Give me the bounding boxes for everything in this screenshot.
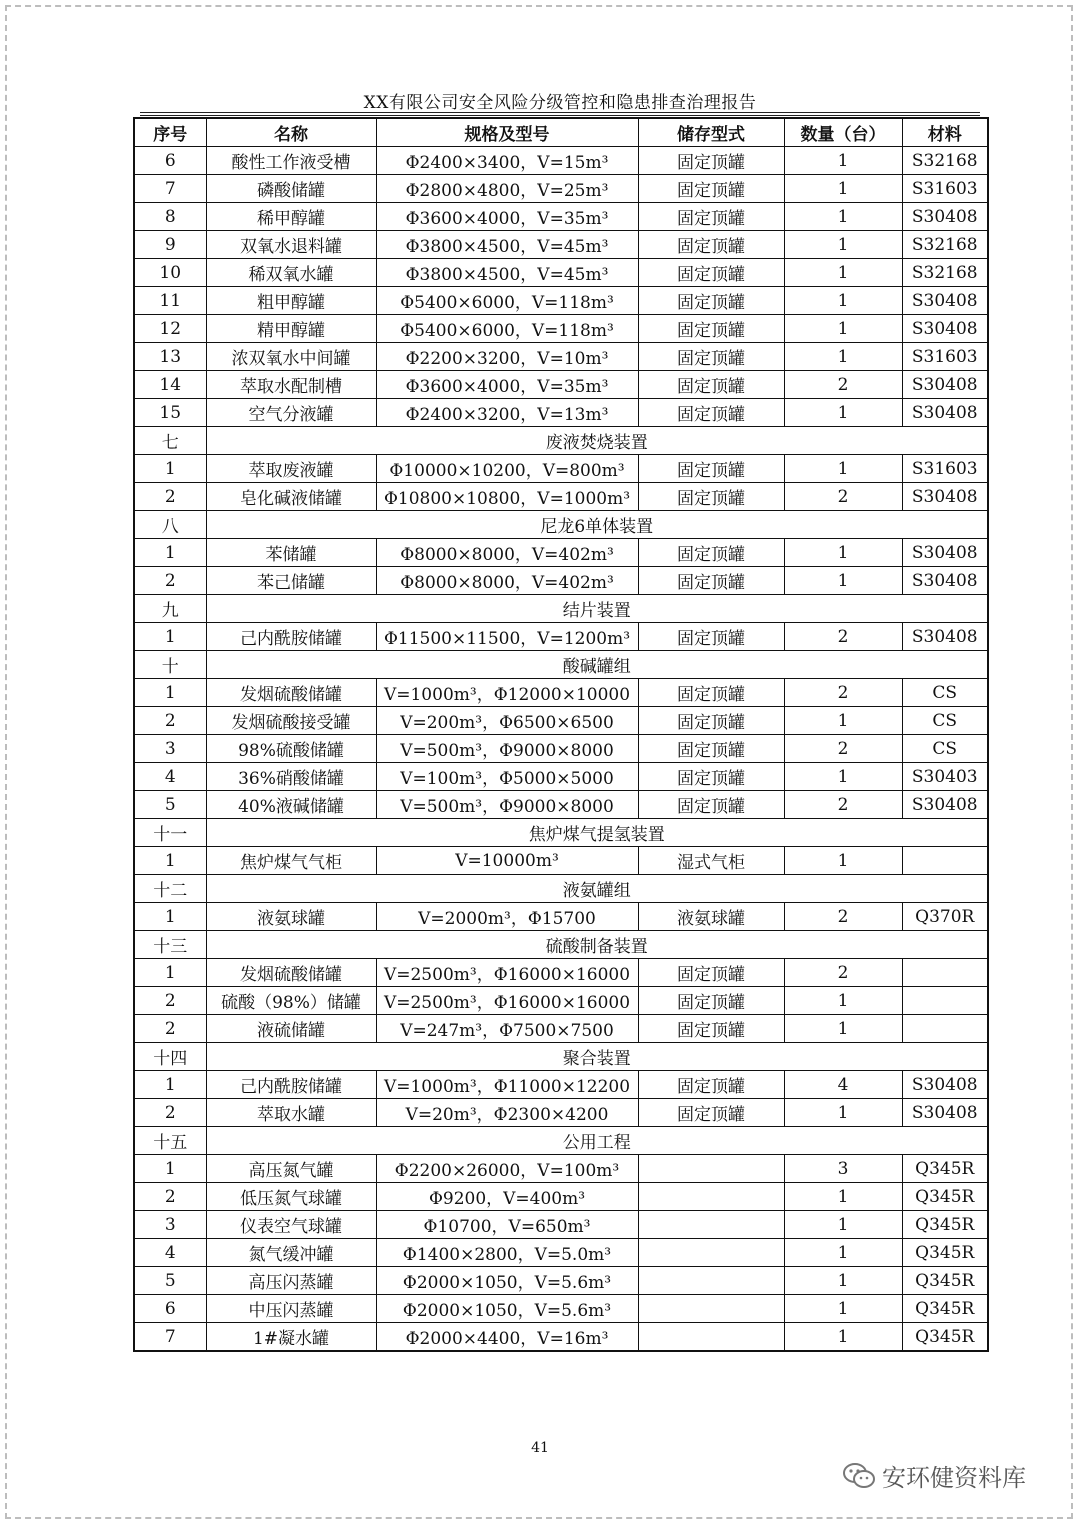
cell-material — [902, 987, 988, 1015]
table-row — [134, 1267, 988, 1295]
storage-tank-table — [133, 117, 989, 1352]
cell-index: 3 — [134, 1211, 206, 1239]
cell-spec: V=20m³，Φ2300×4200 — [376, 1099, 638, 1127]
cell-material: S30408 — [902, 1099, 988, 1127]
cell-name: 苯己储罐 — [206, 567, 376, 595]
cell-spec: Φ2200×3200，V=10m³ — [376, 343, 638, 371]
cell-spec: Φ2200×26000，V=100m³ — [376, 1155, 638, 1183]
table-header-row — [134, 118, 988, 147]
cell-storage-type: 湿式气柜 — [638, 847, 784, 875]
cell-name: 硫酸（98%）储罐 — [206, 987, 376, 1015]
column-header-storage-type: 储存型式 — [638, 118, 784, 147]
group-number: 十五 — [134, 1127, 206, 1155]
cell-storage-type — [638, 1155, 784, 1183]
cell-quantity: 1 — [784, 1099, 902, 1127]
cell-quantity: 2 — [784, 959, 902, 987]
cell-index: 1 — [134, 1155, 206, 1183]
table-row — [134, 707, 988, 735]
table-row — [134, 455, 988, 483]
group-number: 八 — [134, 511, 206, 539]
group-title: 硫酸制备装置 — [206, 931, 988, 959]
cell-storage-type: 固定顶罐 — [638, 203, 784, 231]
cell-storage-type: 固定顶罐 — [638, 1015, 784, 1043]
cell-index: 7 — [134, 175, 206, 203]
cell-spec: V=500m³，Φ9000×8000 — [376, 791, 638, 819]
cell-quantity: 2 — [784, 791, 902, 819]
cell-material: S32168 — [902, 231, 988, 259]
cell-spec: Φ10700，V=650m³ — [376, 1211, 638, 1239]
cell-spec: Φ2000×4400，V=16m³ — [376, 1323, 638, 1352]
table-row — [134, 1099, 988, 1127]
document-header: XX有限公司安全风险分级管控和隐患排查治理报告 — [363, 93, 757, 113]
cell-material: S30408 — [902, 567, 988, 595]
cell-storage-type: 固定顶罐 — [638, 315, 784, 343]
cell-material: CS — [902, 735, 988, 763]
cell-spec: V=1000m³，Φ11000×12200 — [376, 1071, 638, 1099]
table-row — [134, 1295, 988, 1323]
cell-quantity: 1 — [784, 175, 902, 203]
cell-quantity: 1 — [784, 987, 902, 1015]
cell-name: 酸性工作液受槽 — [206, 147, 376, 175]
cell-name: 磷酸储罐 — [206, 175, 376, 203]
cell-quantity: 1 — [784, 567, 902, 595]
cell-quantity: 1 — [784, 1211, 902, 1239]
cell-spec: Φ11500×11500，V=1200m³ — [376, 623, 638, 651]
cell-storage-type: 固定顶罐 — [638, 455, 784, 483]
cell-index: 2 — [134, 1099, 206, 1127]
group-number: 十四 — [134, 1043, 206, 1071]
watermark-text: 安环健资料库 — [882, 1464, 1026, 1492]
table-row — [134, 679, 988, 707]
cell-storage-type — [638, 1295, 784, 1323]
group-header-row — [134, 1043, 988, 1071]
cell-index: 1 — [134, 1071, 206, 1099]
cell-quantity: 1 — [784, 287, 902, 315]
cell-storage-type: 固定顶罐 — [638, 147, 784, 175]
cell-quantity: 2 — [784, 371, 902, 399]
column-header-material: 材料 — [902, 118, 988, 147]
cell-quantity: 2 — [784, 623, 902, 651]
cell-name: 36%硝酸储罐 — [206, 763, 376, 791]
cell-name: 浓双氧水中间罐 — [206, 343, 376, 371]
cell-spec: Φ10800×10800，V=1000m³ — [376, 483, 638, 511]
table-row — [134, 315, 988, 343]
cell-index: 11 — [134, 287, 206, 315]
cell-spec: Φ2400×3400，V=15m³ — [376, 147, 638, 175]
group-number: 十三 — [134, 931, 206, 959]
cell-storage-type: 液氨球罐 — [638, 903, 784, 931]
cell-material: CS — [902, 679, 988, 707]
cell-index: 4 — [134, 763, 206, 791]
cell-name: 高压闪蒸罐 — [206, 1267, 376, 1295]
cell-quantity: 1 — [784, 147, 902, 175]
cell-storage-type: 固定顶罐 — [638, 231, 784, 259]
table-row — [134, 371, 988, 399]
cell-index: 14 — [134, 371, 206, 399]
cell-name: 萃取水罐 — [206, 1099, 376, 1127]
cell-quantity: 1 — [784, 539, 902, 567]
cell-name: 仪表空气球罐 — [206, 1211, 376, 1239]
cell-name: 粗甲醇罐 — [206, 287, 376, 315]
table-row — [134, 147, 988, 175]
column-header-name: 名称 — [206, 118, 376, 147]
table-row — [134, 231, 988, 259]
cell-index: 15 — [134, 399, 206, 427]
cell-quantity: 1 — [784, 455, 902, 483]
group-title: 结片装置 — [206, 595, 988, 623]
cell-index: 6 — [134, 147, 206, 175]
cell-storage-type — [638, 1267, 784, 1295]
table-row — [134, 735, 988, 763]
cell-name: 萃取水配制槽 — [206, 371, 376, 399]
cell-quantity: 1 — [784, 1267, 902, 1295]
cell-quantity: 4 — [784, 1071, 902, 1099]
column-header-index: 序号 — [134, 118, 206, 147]
cell-storage-type — [638, 1183, 784, 1211]
cell-index: 4 — [134, 1239, 206, 1267]
table-body — [134, 147, 988, 1352]
cell-quantity: 1 — [784, 1295, 902, 1323]
table-row — [134, 763, 988, 791]
group-title: 酸碱罐组 — [206, 651, 988, 679]
group-title: 尼龙6单体装置 — [206, 511, 988, 539]
cell-storage-type: 固定顶罐 — [638, 483, 784, 511]
cell-material — [902, 847, 988, 875]
cell-spec: Φ8000×8000，V=402m³ — [376, 567, 638, 595]
cell-name: 双氧水退料罐 — [206, 231, 376, 259]
cell-index: 1 — [134, 959, 206, 987]
cell-quantity: 1 — [784, 231, 902, 259]
cell-index: 6 — [134, 1295, 206, 1323]
cell-index: 1 — [134, 679, 206, 707]
cell-spec: V=500m³，Φ9000×8000 — [376, 735, 638, 763]
table-row — [134, 567, 988, 595]
group-header-row — [134, 651, 988, 679]
cell-storage-type: 固定顶罐 — [638, 987, 784, 1015]
cell-storage-type — [638, 1239, 784, 1267]
cell-storage-type: 固定顶罐 — [638, 567, 784, 595]
cell-quantity: 2 — [784, 483, 902, 511]
cell-spec: Φ10000×10200，V=800m³ — [376, 455, 638, 483]
cell-quantity: 1 — [784, 343, 902, 371]
cell-index: 2 — [134, 483, 206, 511]
cell-storage-type: 固定顶罐 — [638, 791, 784, 819]
table-row — [134, 847, 988, 875]
group-title: 废液焚烧装置 — [206, 427, 988, 455]
cell-spec: Φ3800×4500，V=45m³ — [376, 231, 638, 259]
cell-quantity: 2 — [784, 735, 902, 763]
cell-index: 2 — [134, 1183, 206, 1211]
group-header-row — [134, 875, 988, 903]
cell-spec: Φ2000×1050，V=5.6m³ — [376, 1295, 638, 1323]
wechat-icon — [842, 1462, 876, 1490]
cell-index: 5 — [134, 791, 206, 819]
cell-index: 13 — [134, 343, 206, 371]
cell-name: 稀甲醇罐 — [206, 203, 376, 231]
cell-index: 1 — [134, 455, 206, 483]
cell-index: 2 — [134, 987, 206, 1015]
group-header-row — [134, 819, 988, 847]
cell-material: S30408 — [902, 203, 988, 231]
cell-name: 发烟硫酸接受罐 — [206, 707, 376, 735]
cell-material: S31603 — [902, 455, 988, 483]
cell-material — [902, 959, 988, 987]
table-row — [134, 1239, 988, 1267]
cell-storage-type — [638, 1211, 784, 1239]
cell-quantity: 1 — [784, 1015, 902, 1043]
cell-quantity: 1 — [784, 1239, 902, 1267]
cell-material: S30408 — [902, 483, 988, 511]
cell-storage-type: 固定顶罐 — [638, 343, 784, 371]
cell-material: CS — [902, 707, 988, 735]
cell-name: 萃取废液罐 — [206, 455, 376, 483]
cell-material: Q345R — [902, 1239, 988, 1267]
cell-index: 1 — [134, 623, 206, 651]
cell-material — [902, 1015, 988, 1043]
cell-spec: Φ2400×3200，V=13m³ — [376, 399, 638, 427]
table-row — [134, 399, 988, 427]
header-rule — [140, 112, 980, 113]
cell-index: 2 — [134, 1015, 206, 1043]
cell-storage-type: 固定顶罐 — [638, 1099, 784, 1127]
cell-name: 空气分液罐 — [206, 399, 376, 427]
cell-material: Q345R — [902, 1183, 988, 1211]
cell-storage-type: 固定顶罐 — [638, 959, 784, 987]
cell-name: 己内酰胺储罐 — [206, 1071, 376, 1099]
cell-spec: V=2500m³，Φ16000×16000 — [376, 987, 638, 1015]
cell-quantity: 1 — [784, 259, 902, 287]
cell-material: S30408 — [902, 623, 988, 651]
table-row — [134, 623, 988, 651]
cell-material: S32168 — [902, 259, 988, 287]
cell-spec: V=2500m³，Φ16000×16000 — [376, 959, 638, 987]
group-number: 十一 — [134, 819, 206, 847]
header-rule — [140, 115, 980, 116]
cell-index: 12 — [134, 315, 206, 343]
cell-name: 1#凝水罐 — [206, 1323, 376, 1352]
cell-name: 发烟硫酸储罐 — [206, 959, 376, 987]
cell-material: S30408 — [902, 1071, 988, 1099]
cell-index: 5 — [134, 1267, 206, 1295]
cell-material: S30408 — [902, 399, 988, 427]
cell-material: Q345R — [902, 1155, 988, 1183]
cell-material: S31603 — [902, 175, 988, 203]
group-header-row — [134, 931, 988, 959]
cell-material: S30408 — [902, 791, 988, 819]
cell-spec: Φ3600×4000，V=35m³ — [376, 371, 638, 399]
cell-material: S30403 — [902, 763, 988, 791]
cell-index: 8 — [134, 203, 206, 231]
table-row — [134, 1155, 988, 1183]
cell-storage-type: 固定顶罐 — [638, 707, 784, 735]
table-row — [134, 987, 988, 1015]
cell-material: S30408 — [902, 371, 988, 399]
cell-quantity: 2 — [784, 679, 902, 707]
cell-storage-type: 固定顶罐 — [638, 287, 784, 315]
cell-index: 1 — [134, 903, 206, 931]
table-row — [134, 1071, 988, 1099]
cell-material: S30408 — [902, 287, 988, 315]
group-header-row — [134, 427, 988, 455]
cell-spec: Φ5400×6000，V=118m³ — [376, 315, 638, 343]
cell-storage-type: 固定顶罐 — [638, 735, 784, 763]
group-title: 聚合装置 — [206, 1043, 988, 1071]
cell-quantity: 1 — [784, 847, 902, 875]
table-row — [134, 175, 988, 203]
cell-storage-type: 固定顶罐 — [638, 371, 784, 399]
cell-quantity: 1 — [784, 399, 902, 427]
cell-material: Q345R — [902, 1295, 988, 1323]
group-title: 公用工程 — [206, 1127, 988, 1155]
cell-spec: Φ8000×8000，V=402m³ — [376, 539, 638, 567]
cell-spec: V=247m³，Φ7500×7500 — [376, 1015, 638, 1043]
cell-name: 己内酰胺储罐 — [206, 623, 376, 651]
group-number: 十二 — [134, 875, 206, 903]
cell-material: Q345R — [902, 1211, 988, 1239]
cell-name: 中压闪蒸罐 — [206, 1295, 376, 1323]
cell-index: 2 — [134, 707, 206, 735]
cell-name: 精甲醇罐 — [206, 315, 376, 343]
cell-index: 10 — [134, 259, 206, 287]
cell-name: 液硫储罐 — [206, 1015, 376, 1043]
column-header-quantity: 数量（台） — [784, 118, 902, 147]
column-header-spec: 规格及型号 — [376, 118, 638, 147]
cell-spec: V=200m³，Φ6500×6500 — [376, 707, 638, 735]
cell-quantity: 1 — [784, 763, 902, 791]
group-header-row — [134, 511, 988, 539]
cell-name: 焦炉煤气气柜 — [206, 847, 376, 875]
group-title: 液氨罐组 — [206, 875, 988, 903]
cell-material: S31603 — [902, 343, 988, 371]
cell-material: S30408 — [902, 539, 988, 567]
cell-spec: Φ1400×2800，V=5.0m³ — [376, 1239, 638, 1267]
cell-index: 3 — [134, 735, 206, 763]
cell-quantity: 1 — [784, 315, 902, 343]
cell-name: 40%液碱储罐 — [206, 791, 376, 819]
cell-spec: Φ2000×1050，V=5.6m³ — [376, 1267, 638, 1295]
cell-spec: Φ5400×6000，V=118m³ — [376, 287, 638, 315]
table-row — [134, 1211, 988, 1239]
table-row — [134, 203, 988, 231]
cell-material: S30408 — [902, 315, 988, 343]
group-number: 十 — [134, 651, 206, 679]
table-row — [134, 483, 988, 511]
cell-index: 1 — [134, 847, 206, 875]
cell-spec: V=1000m³，Φ12000×10000 — [376, 679, 638, 707]
cell-spec: Φ2800×4800，V=25m³ — [376, 175, 638, 203]
cell-name: 液氨球罐 — [206, 903, 376, 931]
table-row — [134, 959, 988, 987]
cell-spec: Φ9200，V=400m³ — [376, 1183, 638, 1211]
group-header-row — [134, 1127, 988, 1155]
cell-storage-type: 固定顶罐 — [638, 679, 784, 707]
cell-storage-type: 固定顶罐 — [638, 259, 784, 287]
cell-quantity: 1 — [784, 1323, 902, 1352]
table-row — [134, 791, 988, 819]
table-row — [134, 343, 988, 371]
table-row — [134, 903, 988, 931]
cell-name: 皂化碱液储罐 — [206, 483, 376, 511]
cell-spec: Φ3600×4000，V=35m³ — [376, 203, 638, 231]
cell-quantity: 1 — [784, 203, 902, 231]
group-title: 焦炉煤气提氢装置 — [206, 819, 988, 847]
cell-storage-type: 固定顶罐 — [638, 623, 784, 651]
table-row — [134, 287, 988, 315]
cell-storage-type: 固定顶罐 — [638, 399, 784, 427]
group-header-row — [134, 595, 988, 623]
cell-name: 氮气缓冲罐 — [206, 1239, 376, 1267]
table-row — [134, 1183, 988, 1211]
cell-spec: V=100m³，Φ5000×5000 — [376, 763, 638, 791]
cell-spec: V=2000m³，Φ15700 — [376, 903, 638, 931]
watermark — [842, 1458, 1026, 1493]
cell-storage-type: 固定顶罐 — [638, 763, 784, 791]
cell-material: Q345R — [902, 1267, 988, 1295]
cell-spec: V=10000m³ — [376, 847, 638, 875]
cell-material: S32168 — [902, 147, 988, 175]
group-number: 七 — [134, 427, 206, 455]
cell-storage-type — [638, 1323, 784, 1352]
cell-quantity: 2 — [784, 903, 902, 931]
cell-name: 高压氮气罐 — [206, 1155, 376, 1183]
cell-storage-type: 固定顶罐 — [638, 175, 784, 203]
group-number: 九 — [134, 595, 206, 623]
cell-name: 发烟硫酸储罐 — [206, 679, 376, 707]
cell-name: 低压氮气球罐 — [206, 1183, 376, 1211]
table-row — [134, 1015, 988, 1043]
cell-material: Q370R — [902, 903, 988, 931]
table-row — [134, 259, 988, 287]
cell-index: 2 — [134, 567, 206, 595]
cell-index: 1 — [134, 539, 206, 567]
table-row — [134, 1323, 988, 1352]
table-row — [134, 539, 988, 567]
cell-quantity: 3 — [784, 1155, 902, 1183]
cell-storage-type: 固定顶罐 — [638, 1071, 784, 1099]
cell-index: 7 — [134, 1323, 206, 1352]
page-number: 41 — [531, 1440, 549, 1456]
cell-index: 9 — [134, 231, 206, 259]
cell-name: 苯储罐 — [206, 539, 376, 567]
cell-spec: Φ3800×4500，V=45m³ — [376, 259, 638, 287]
cell-storage-type: 固定顶罐 — [638, 539, 784, 567]
cell-name: 稀双氧水罐 — [206, 259, 376, 287]
cell-quantity: 1 — [784, 707, 902, 735]
cell-quantity: 1 — [784, 1183, 902, 1211]
cell-material: Q345R — [902, 1323, 988, 1352]
cell-name: 98%硫酸储罐 — [206, 735, 376, 763]
